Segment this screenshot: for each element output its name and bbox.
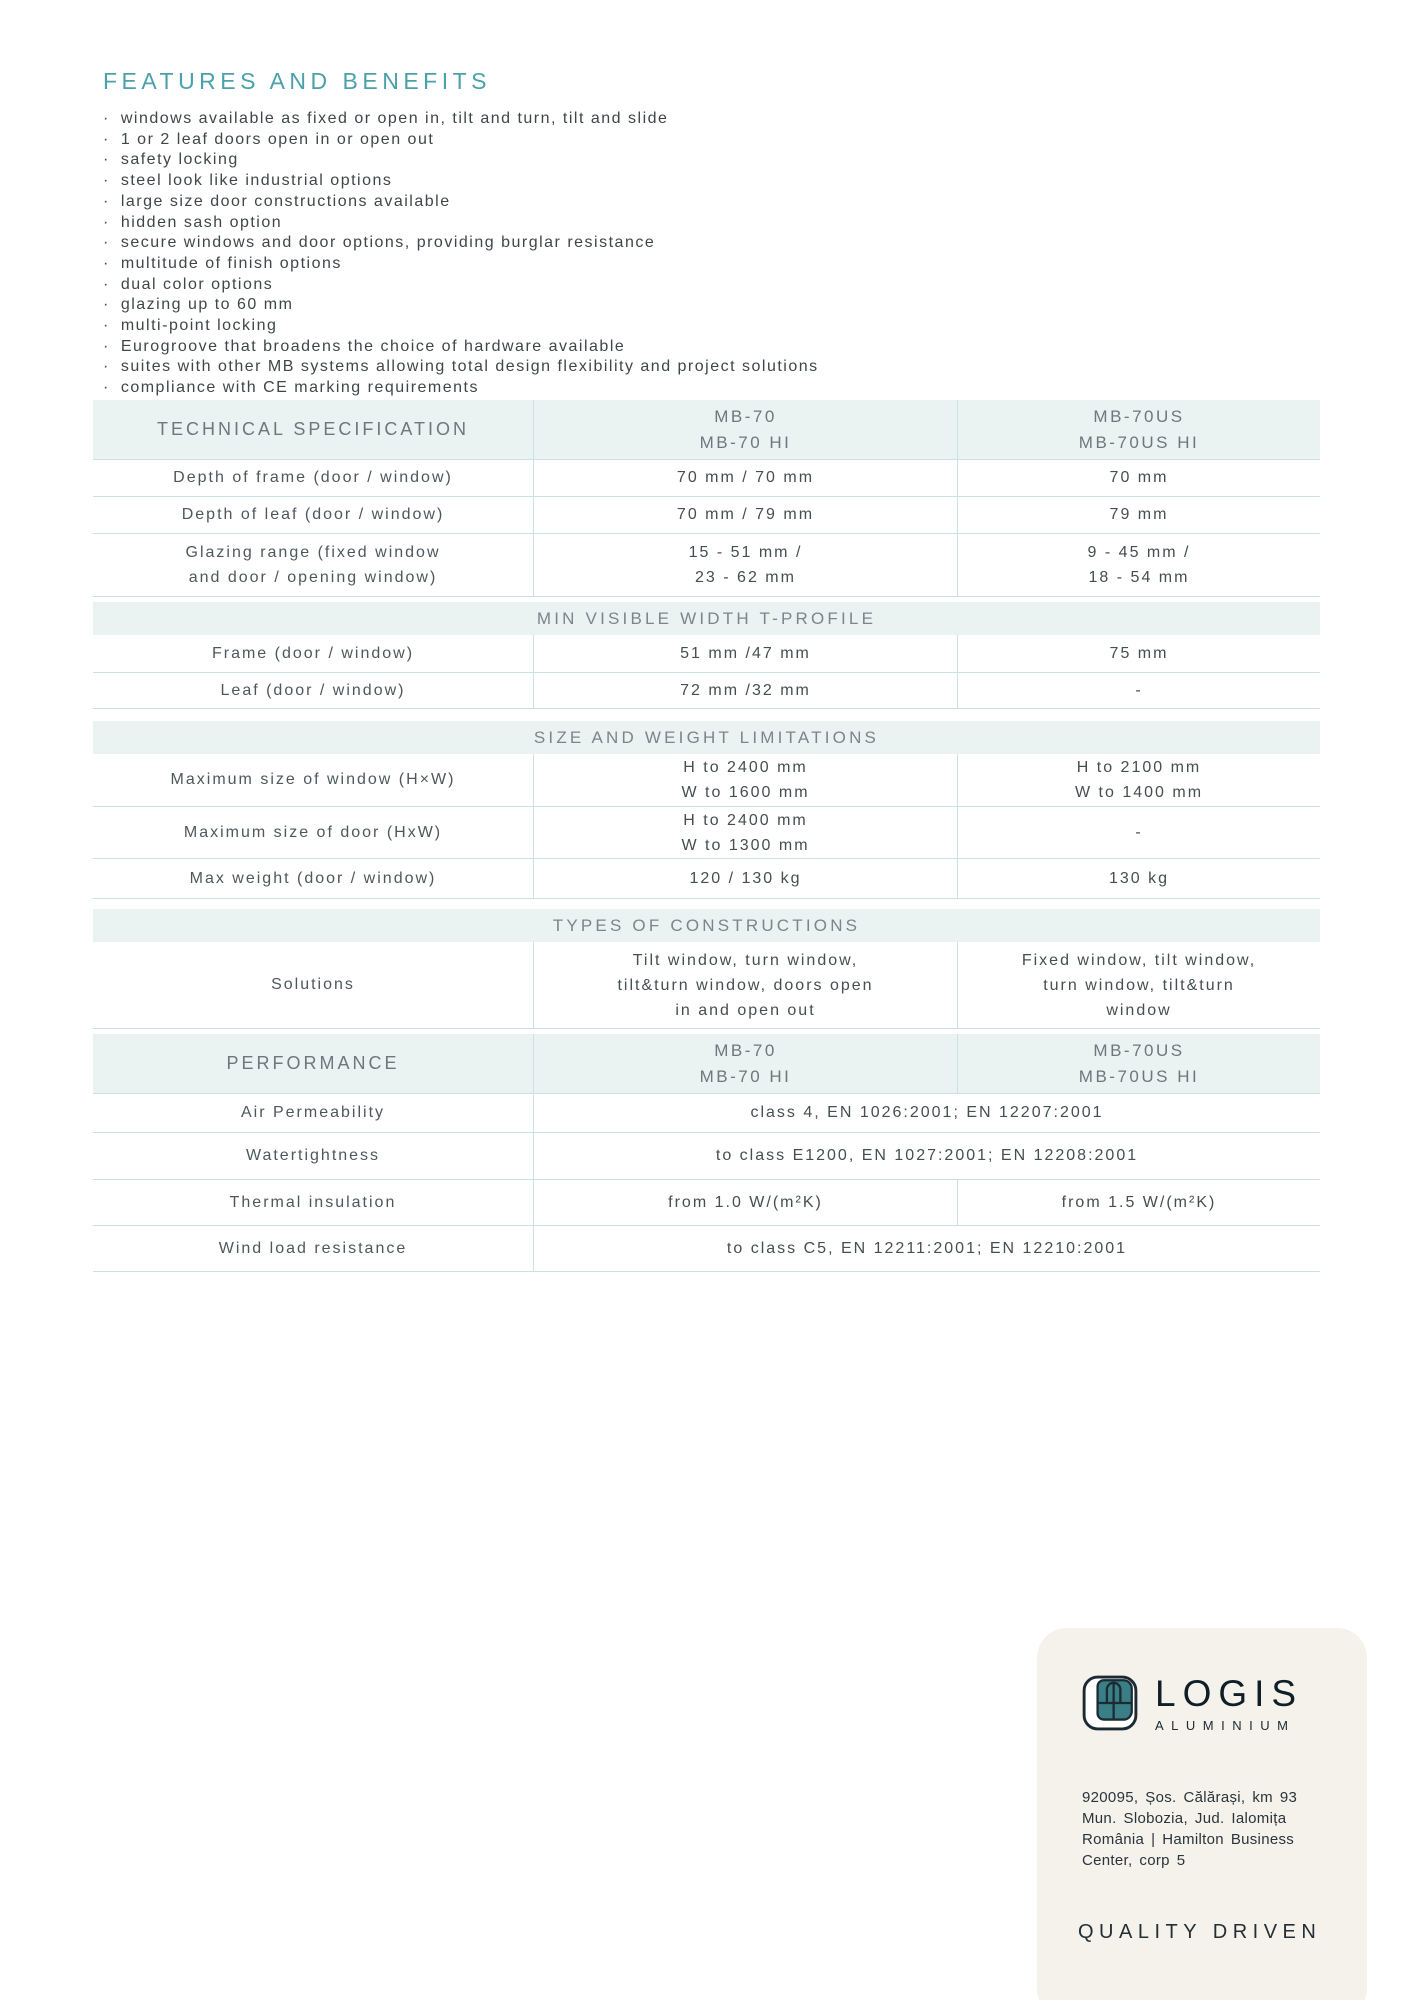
cell-value: 120 / 130 kg <box>533 859 958 898</box>
header-line: MB-70 HI <box>699 432 792 452</box>
row-label: Depth of leaf (door / window) <box>181 506 445 523</box>
cell-value: from 1.0 W/(m²K) <box>533 1180 958 1225</box>
feature-item: · compliance with CE marking requirements <box>103 378 1323 399</box>
row-label: Leaf (door / window) <box>220 681 406 699</box>
section-title-types: TYPES OF CONSTRUCTIONS <box>93 909 1320 942</box>
label-line: Glazing range (fixed window <box>185 544 441 561</box>
row-label: Watertightness <box>245 1147 381 1164</box>
row-label: Max weight (door / window) <box>189 869 437 887</box>
header-col-mb70us <box>958 400 1320 459</box>
cell-value: 79 mm <box>1109 506 1169 523</box>
header-label: TECHNICAL SPECIFICATION <box>156 419 470 439</box>
value-line: H to 2400 mm <box>683 811 808 829</box>
cell-value <box>533 807 958 858</box>
row-depth-frame <box>93 460 1320 497</box>
value-line: tilt&turn window, doors open <box>617 976 874 994</box>
value-line: in and open out <box>675 1001 816 1019</box>
cell-value-span: to class E1200, EN 1027:2001; EN 12208:2001 <box>533 1133 1320 1179</box>
row-label: Solutions <box>271 976 355 993</box>
cell-value <box>958 534 1320 596</box>
value-line: H to 2100 mm <box>1076 759 1202 776</box>
cell-value: 130 kg <box>1108 869 1170 887</box>
row-depth-leaf <box>93 497 1320 534</box>
header-col-mb70 <box>533 400 958 459</box>
value-line: W to 1600 mm <box>681 784 810 801</box>
logo-text-block <box>1155 1674 1303 1733</box>
features-section <box>103 68 1323 399</box>
feature-item: · secure windows and door options, providing burglar resistance <box>103 233 1323 254</box>
logo-subtext: ALUMINIUM <box>1155 1718 1296 1733</box>
cell-value: 70 mm <box>1109 469 1169 486</box>
header-label: PERFORMANCE <box>226 1053 400 1073</box>
row-max-window <box>93 754 1320 807</box>
value-line: Tilt window, turn window, <box>632 951 859 969</box>
feature-item: · multi-point locking <box>103 316 1323 337</box>
label-line: and door / opening window) <box>188 569 438 586</box>
row-max-door <box>93 807 1320 859</box>
features-list <box>103 109 1323 399</box>
tagline: QUALITY DRIVEN <box>1078 1921 1322 1943</box>
brand-card <box>1037 1628 1367 2000</box>
address-line: Mun. Slobozia, Jud. Ialomița <box>1082 1810 1287 1827</box>
row-label: Depth of frame (door / window) <box>173 469 453 486</box>
header-line: MB-70US <box>1093 1040 1185 1060</box>
cell-value: 51 mm /47 mm <box>533 635 958 672</box>
value-line: 9 - 45 mm / <box>1087 544 1191 561</box>
row-max-weight <box>93 859 1320 899</box>
value-line: turn window, tilt&turn <box>1043 976 1235 994</box>
cell-value-span: to class C5, EN 12211:2001; EN 12210:2001 <box>533 1226 1320 1271</box>
cell-value-span: class 4, EN 1026:2001; EN 12207:2001 <box>533 1094 1320 1132</box>
cell-value <box>533 534 958 596</box>
feature-item: · windows available as fixed or open in, tilt and turn, tilt and slide <box>103 109 1323 130</box>
row-label: Wind load resistance <box>218 1239 408 1257</box>
feature-item: · safety locking <box>103 150 1323 171</box>
table-header-technical <box>93 400 1320 460</box>
value-line: Fixed window, tilt window, <box>1021 951 1257 969</box>
value-line: 18 - 54 mm <box>1088 569 1190 586</box>
table-header-performance <box>93 1034 1320 1094</box>
row-label: Maximum size of window (H×W) <box>170 771 456 788</box>
cell-value <box>533 942 958 1028</box>
header-line: MB-70US <box>1093 406 1185 426</box>
feature-item: · hidden sash option <box>103 213 1323 234</box>
cell-value: from 1.5 W/(m²K) <box>1061 1193 1217 1211</box>
row-watertightness <box>93 1133 1320 1180</box>
features-heading: FEATURES AND BENEFITS <box>103 68 492 94</box>
header-line: MB-70US HI <box>1078 432 1200 452</box>
feature-item: · glazing up to 60 mm <box>103 295 1323 316</box>
feature-item: · multitude of finish options <box>103 254 1323 275</box>
cell-value: 70 mm / 70 mm <box>533 460 958 496</box>
row-label: Thermal insulation <box>229 1193 397 1211</box>
row-solutions <box>93 942 1320 1029</box>
row-leaf <box>93 673 1320 709</box>
value-line: W to 1300 mm <box>681 836 810 854</box>
section-title-tprofile: MIN VISIBLE WIDTH T-PROFILE <box>93 602 1320 635</box>
cell-value <box>958 942 1320 1028</box>
cell-value <box>533 754 958 806</box>
row-label <box>93 534 533 596</box>
feature-item: · steel look like industrial options <box>103 171 1323 192</box>
feature-item: · large size door constructions available <box>103 192 1323 213</box>
address-line: 920095, Șos. Călărași, km 93 <box>1082 1789 1298 1806</box>
row-label: Frame (door / window) <box>211 644 415 662</box>
row-glazing-range <box>93 534 1320 597</box>
logo-wordmark: LOGIS <box>1155 1673 1304 1714</box>
header-line: MB-70US HI <box>1078 1066 1200 1086</box>
value-line: 15 - 51 mm / <box>688 544 803 561</box>
cell-value: - <box>1135 681 1143 699</box>
cell-value: 75 mm <box>1109 644 1169 662</box>
value-line: 23 - 62 mm <box>695 569 796 586</box>
feature-item: · Eurogroove that broadens the choice of hardware available <box>103 337 1323 358</box>
feature-item: · 1 or 2 leaf doors open in or open out <box>103 130 1323 151</box>
row-thermal-insulation <box>93 1180 1320 1226</box>
row-label: Air Permeability <box>240 1104 386 1121</box>
cell-value: 70 mm / 79 mm <box>533 497 958 533</box>
value-line: W to 1400 mm <box>1074 784 1204 801</box>
header-line: MB-70 <box>714 406 777 426</box>
row-label: Maximum size of door (HxW) <box>183 823 443 841</box>
address-line: România | Hamilton Business <box>1082 1831 1295 1848</box>
header-col-mb70us <box>958 1034 1320 1093</box>
section-title-size-weight: SIZE AND WEIGHT LIMITATIONS <box>93 721 1320 754</box>
row-frame <box>93 635 1320 673</box>
address-line: Center, corp 5 <box>1082 1852 1186 1869</box>
spec-table <box>93 400 1320 1272</box>
row-air-permeability <box>93 1094 1320 1133</box>
row-wind-load <box>93 1226 1320 1272</box>
feature-item: · suites with other MB systems allowing total design flexibility and project solutions <box>103 357 1323 378</box>
cell-value: 72 mm /32 mm <box>533 673 958 708</box>
header-line: MB-70 HI <box>699 1066 792 1086</box>
cell-value: - <box>1135 823 1143 841</box>
feature-item: · dual color options <box>103 275 1323 296</box>
company-address <box>1037 1733 1367 1871</box>
value-line: H to 2400 mm <box>683 759 808 776</box>
header-line: MB-70 <box>714 1040 777 1060</box>
logis-window-logo-icon <box>1081 1674 1139 1732</box>
value-line: window <box>1106 1001 1172 1019</box>
cell-value <box>958 754 1320 806</box>
header-col-mb70 <box>533 1034 958 1093</box>
logo-row <box>1037 1628 1367 1733</box>
